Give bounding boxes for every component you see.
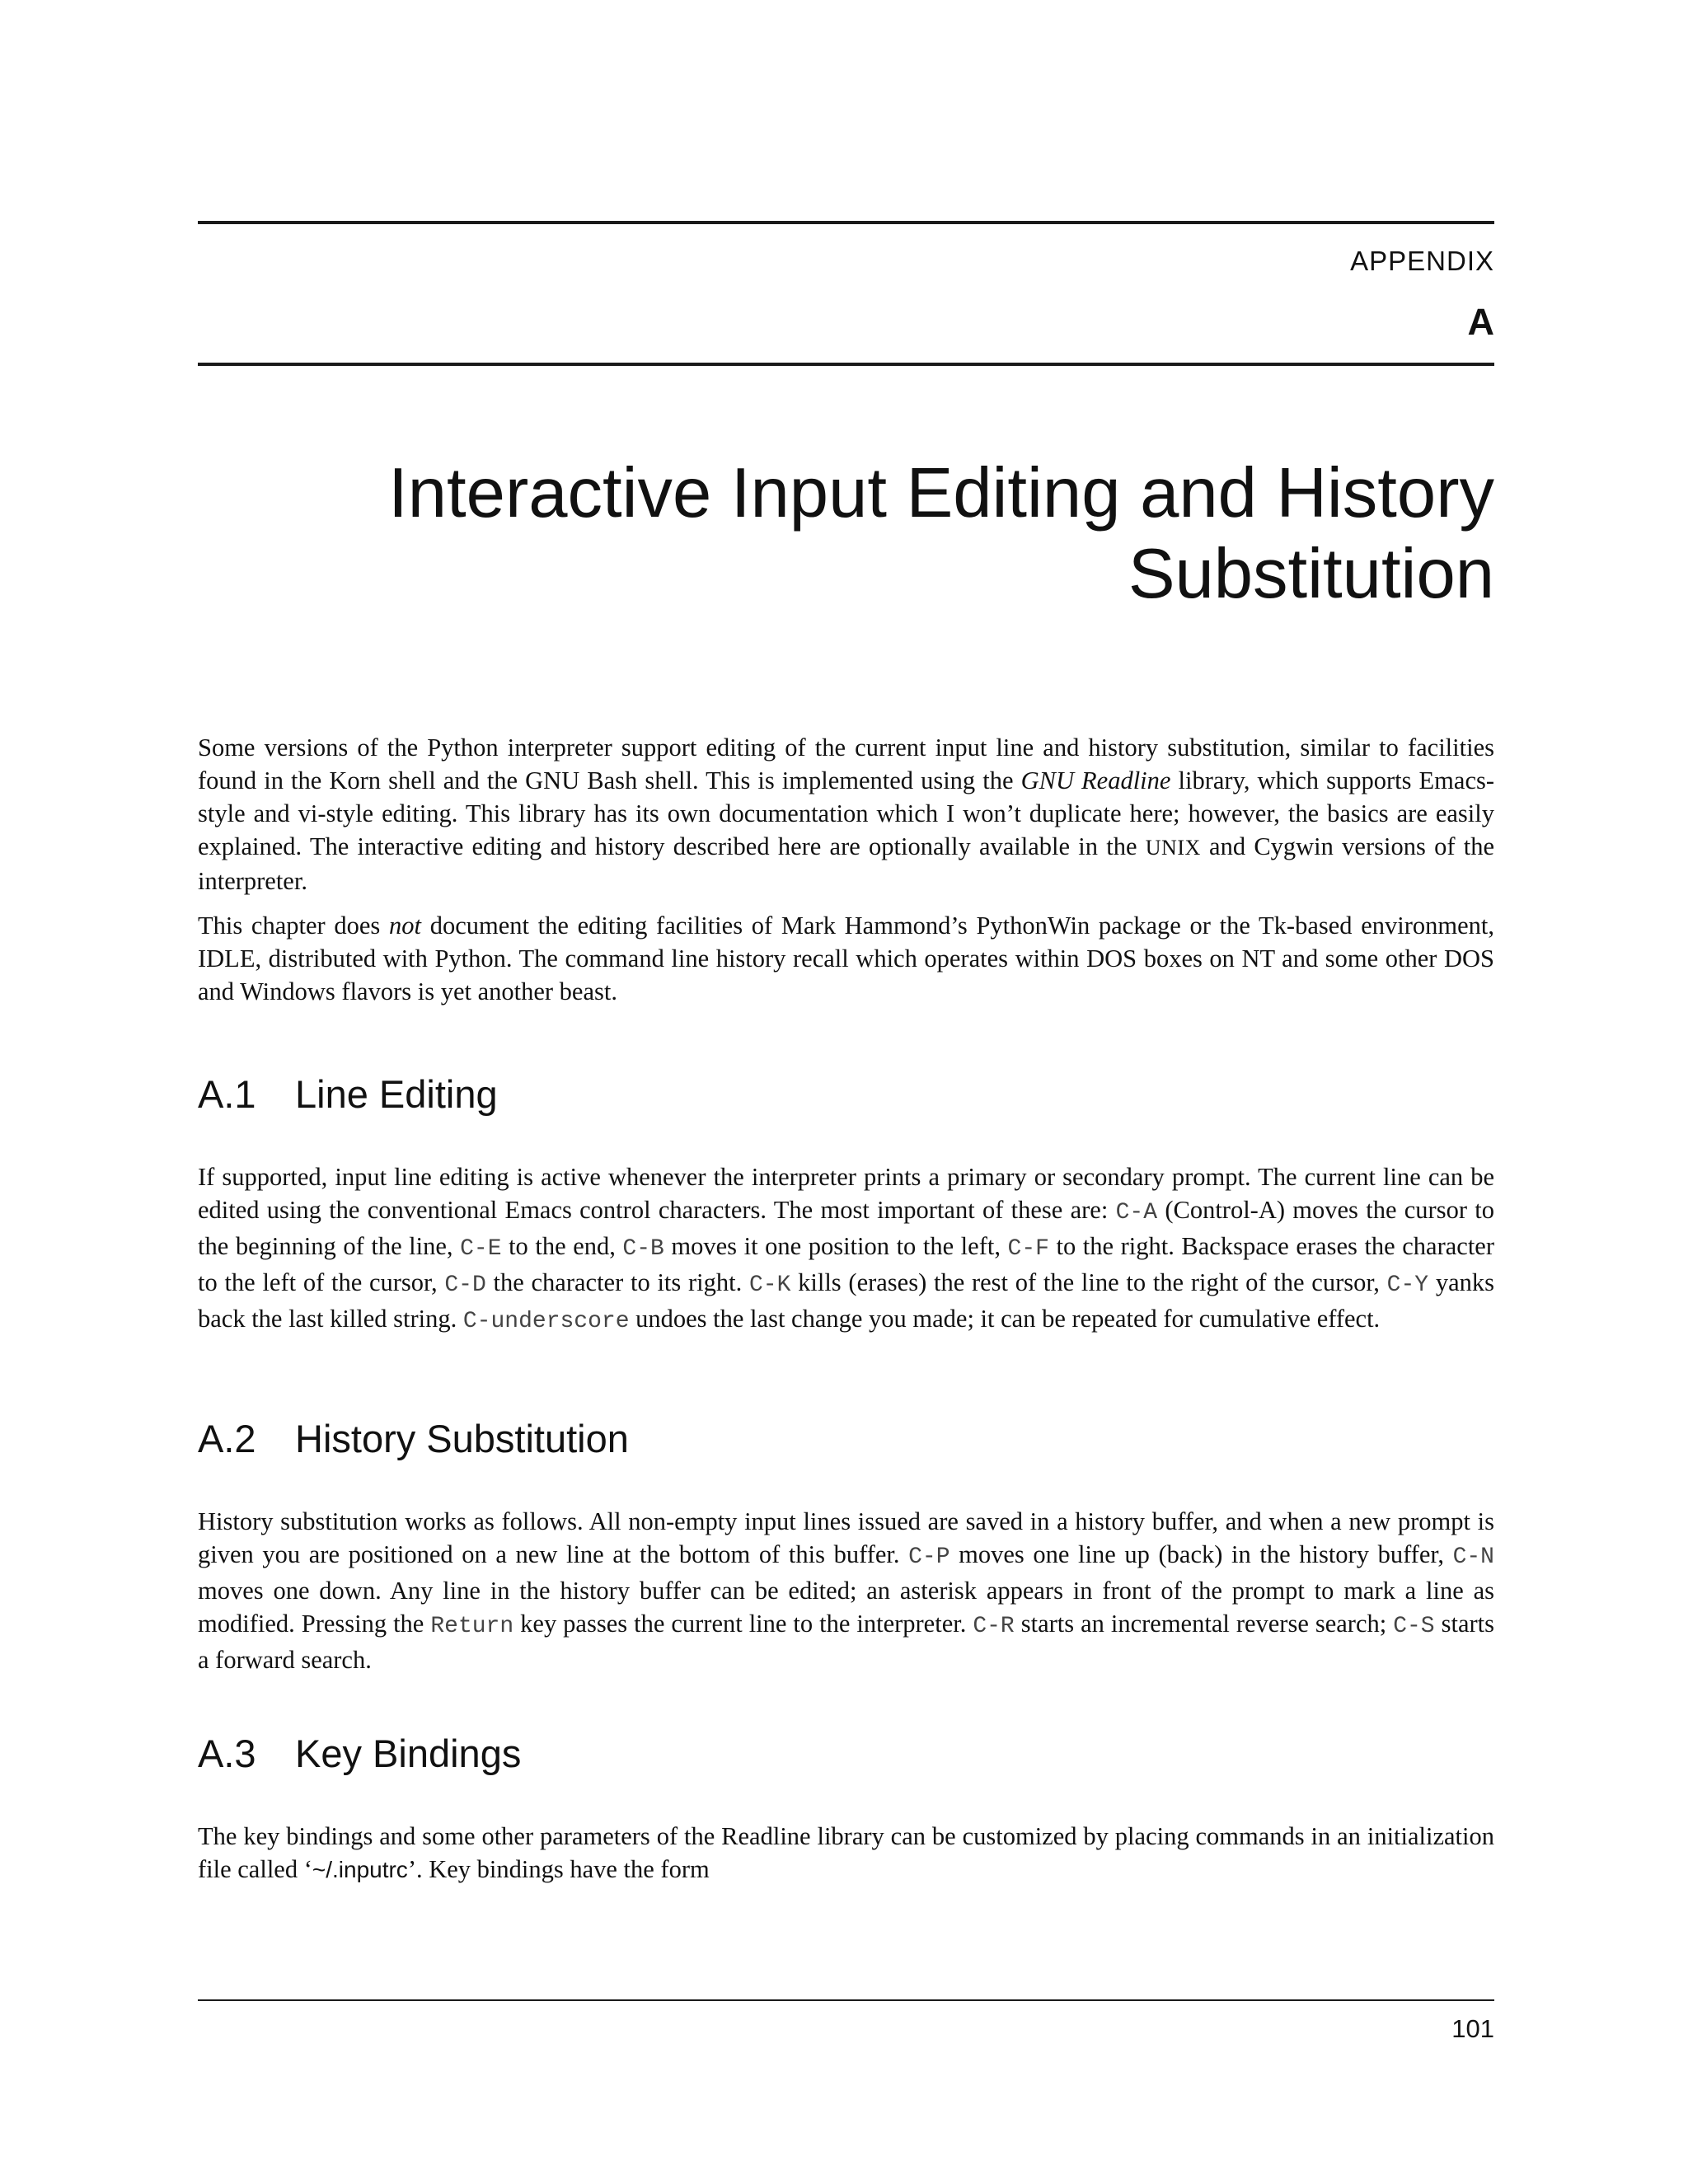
line-editing-paragraph [198,1160,1494,1338]
key-c-n: C-N [1452,1544,1494,1570]
key-bindings-paragraph [198,1820,1494,1886]
section-number: A.1 [198,1072,256,1116]
key-c-f: C-F [1007,1236,1049,1262]
key-c-underscore: C-underscore [462,1309,630,1334]
intro-paragraph-1 [198,731,1494,898]
text: undoes the last change you made; it can be repeated for cumulative effect. [629,1305,1381,1333]
key-c-a: C-A [1115,1200,1158,1226]
key-c-y: C-Y [1386,1272,1429,1298]
inputrc-filename: ~/.inputrc [312,1857,408,1882]
section-number: A.2 [198,1417,256,1460]
text: starts a forward search. [198,1610,1494,1674]
intro-p2-text-a: This chapter does [198,912,389,940]
history-substitution-paragraph [198,1505,1494,1676]
intro-p1-text-b: library, which supports Emacs-style and vi-style editing. This library has its own documentation which I won’t duplicate here; however, the basics are easily explained. The interactive editing and history described here are optionally available in the [198,766,1495,860]
text: moves one line up (back) in the history buffer, [950,1540,1453,1568]
text: moves one down. Any line in the history buffer can be edited; an asterisk appears in front of the prompt to mark a line as modified. Pressing the [198,1577,1494,1638]
text: ’. Key bindings have the form [407,1855,710,1883]
section-title: Line Editing [295,1072,498,1116]
text: to the right. Backspace erases the character to the left of the cursor, [198,1232,1494,1296]
text: to the end, [501,1232,623,1260]
key-c-p: C-P [908,1544,950,1570]
text: starts an incremental reverse search; [1014,1610,1394,1638]
text: key passes the current line to the interpreter. [513,1610,973,1638]
section-heading-key-bindings [198,1731,521,1776]
intro-p2-text-b: document the editing facilities of Mark Hammond’s PythonWin package or the Tk-based environment, IDLE, distributed with Python. The command line history recall which operates within DOS boxes on NT and some other DOS and Windows flavors is yet another beast. [198,912,1495,1005]
footer-rule [198,1999,1494,2001]
key-c-k: C-K [748,1272,791,1298]
text: (Control-A) moves the cursor to the beginning of the line, [198,1196,1494,1260]
text: History substitution works as follows. All non-empty input lines issued are saved in a history buffer, and when a new prompt is given you are positioned on a new line at the bottom of this buffer. [198,1507,1494,1568]
text: moves it one position to the left, [663,1232,1008,1260]
text: If supported, input line editing is active whenever the interpreter prints a primary or secondary prompt. The current line can be edited using the conventional Emacs control characters. The most important of these are: [198,1163,1494,1224]
header-bottom-rule [198,363,1494,366]
intro-paragraph-2 [198,909,1494,1008]
section-title: History Substitution [295,1417,629,1460]
key-c-r: C-R [973,1614,1015,1639]
top-rule [198,221,1494,224]
text: yanks back the last killed string. [198,1268,1494,1333]
gnu-readline-emphasis: GNU Readline [1020,766,1171,794]
section-number: A.3 [198,1732,256,1775]
page-number: 101 [1451,2014,1494,2043]
chapter-title [258,453,1494,615]
section-title: Key Bindings [295,1732,522,1775]
chapter-title-line-1: Interactive Input Editing and History [388,454,1494,532]
appendix-letter: A [1467,301,1494,343]
key-c-e: C-E [460,1236,502,1262]
intro-p1-text-a: Some versions of the Python interpreter support editing of the current input line and history substitution, similar to facilities found in the Korn shell and the GNU Bash shell. This is implemented using the [198,733,1494,794]
not-emphasis: not [389,912,421,940]
key-c-b: C-B [622,1236,664,1262]
appendix-label: APPENDIX [1350,246,1494,276]
chapter-title-line-2: Substitution [1128,535,1494,613]
text: the character to its right. [485,1268,749,1296]
key-c-d: C-D [444,1272,486,1298]
intro-p1-text-c: and Cygwin versions of the interpreter. [198,832,1494,895]
key-c-s: C-S [1393,1614,1435,1639]
section-heading-line-editing [198,1071,498,1117]
section-heading-history-substitution [198,1416,629,1461]
text: kills (erases) the rest of the line to the right of the cursor, [790,1268,1387,1296]
key-return: Return [430,1614,514,1639]
unix-smallcaps: UNIX [1145,836,1201,860]
text: The key bindings and some other parameters of the Readline library can be customized by placing commands in an initialization file called ‘ [198,1822,1494,1883]
